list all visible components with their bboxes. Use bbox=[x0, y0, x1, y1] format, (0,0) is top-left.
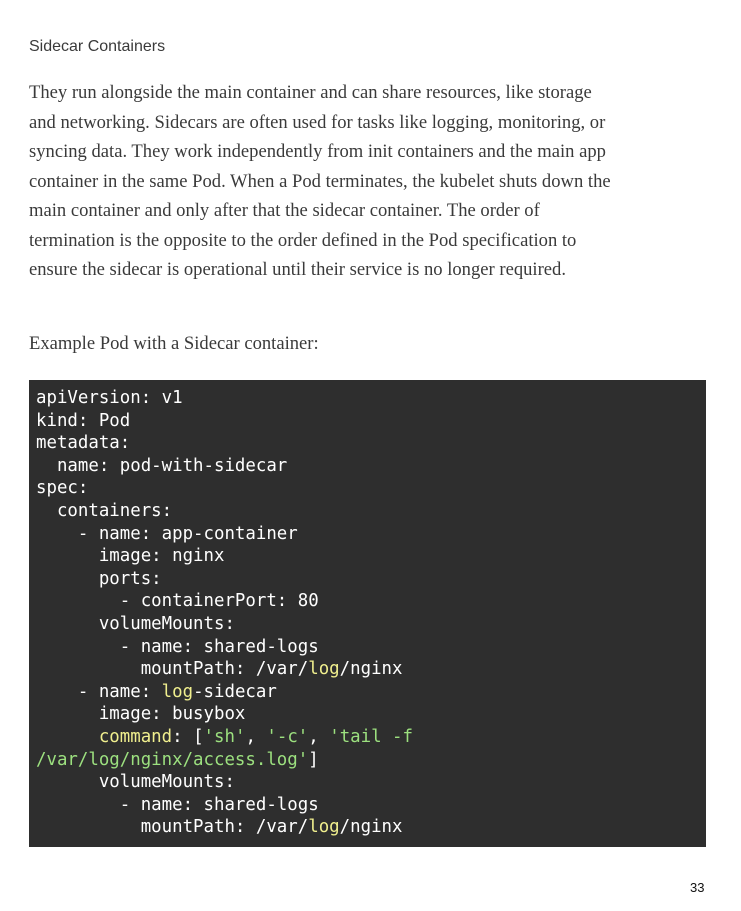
code-line bbox=[36, 636, 706, 659]
code-text: name: pod-with-sidecar bbox=[36, 455, 288, 476]
code-text: image: busybox bbox=[36, 704, 246, 725]
code-keyword: log bbox=[308, 659, 340, 680]
code-text: - name: shared-logs bbox=[36, 636, 319, 657]
page-number: 33 bbox=[690, 880, 705, 895]
code-line bbox=[36, 681, 706, 704]
code-text: mountPath: /var/ bbox=[36, 659, 309, 680]
code-text: ports: bbox=[36, 568, 162, 589]
code-string: /var/log/nginx/access.log' bbox=[36, 749, 309, 770]
code-text: mountPath: /var/ bbox=[36, 817, 309, 838]
code-line bbox=[36, 794, 706, 817]
code-line bbox=[36, 477, 706, 500]
code-line bbox=[36, 771, 706, 794]
code-text: -sidecar bbox=[193, 681, 277, 702]
code-line bbox=[36, 455, 706, 478]
code-keyword: log bbox=[308, 817, 340, 838]
code-line bbox=[36, 387, 706, 410]
code-text: - name: bbox=[36, 681, 162, 702]
code-text: metadata: bbox=[36, 433, 131, 454]
code-text: : [ bbox=[172, 726, 204, 747]
code-block bbox=[29, 380, 706, 847]
code-text: /nginx bbox=[339, 817, 403, 838]
code-text: apiVersion: v1 bbox=[36, 388, 183, 408]
code-line bbox=[36, 500, 706, 523]
code-keyword: log bbox=[161, 681, 194, 702]
code-text: , bbox=[245, 726, 267, 747]
code-string: '-c' bbox=[266, 726, 309, 747]
code-text: - name: app-container bbox=[36, 523, 298, 544]
code-line bbox=[36, 613, 706, 636]
code-line bbox=[36, 749, 706, 772]
code-text: volumeMounts: bbox=[36, 772, 235, 793]
code-line bbox=[36, 658, 706, 681]
code-line bbox=[36, 590, 706, 613]
code-string: 'sh' bbox=[203, 726, 246, 747]
code-text: ] bbox=[308, 749, 319, 770]
code-text: /nginx bbox=[339, 659, 403, 680]
code-line bbox=[36, 726, 706, 749]
code-line bbox=[36, 703, 706, 726]
code-text: spec: bbox=[36, 478, 89, 499]
code-text: kind: Pod bbox=[36, 410, 131, 431]
code-string: 'tail -f bbox=[329, 726, 413, 747]
code-line bbox=[36, 816, 706, 839]
code-keyword: command bbox=[98, 726, 173, 747]
code-text: containers: bbox=[36, 500, 173, 521]
code-line bbox=[36, 568, 706, 591]
code-text bbox=[36, 727, 99, 747]
code-line bbox=[36, 432, 706, 455]
code-text: volumeMounts: bbox=[36, 613, 235, 634]
body-paragraph: They run alongside the main container and can share resources, like storage and networking. Sidecars are often used for tasks like logging, monitoring, or syncing data. They work independently from init containers and the main app container in the same Pod. When a Pod terminates, the kubelet shuts down the main container and only after that the sidecar container. The order of termination is the opposite to the order defined in the Pod specification to ensure the sidecar is operational until their service is no longer required. bbox=[29, 82, 611, 280]
code-line bbox=[36, 545, 706, 568]
code-text: image: nginx bbox=[36, 546, 225, 567]
code-text: - name: shared-logs bbox=[36, 794, 319, 815]
code-text: - containerPort: 80 bbox=[36, 591, 319, 612]
section-heading: Sidecar Containers bbox=[29, 38, 166, 55]
code-line bbox=[36, 410, 706, 433]
example-label: Example Pod with a Sidecar container: bbox=[29, 333, 319, 354]
code-line bbox=[36, 523, 706, 546]
code-text: , bbox=[308, 726, 330, 747]
